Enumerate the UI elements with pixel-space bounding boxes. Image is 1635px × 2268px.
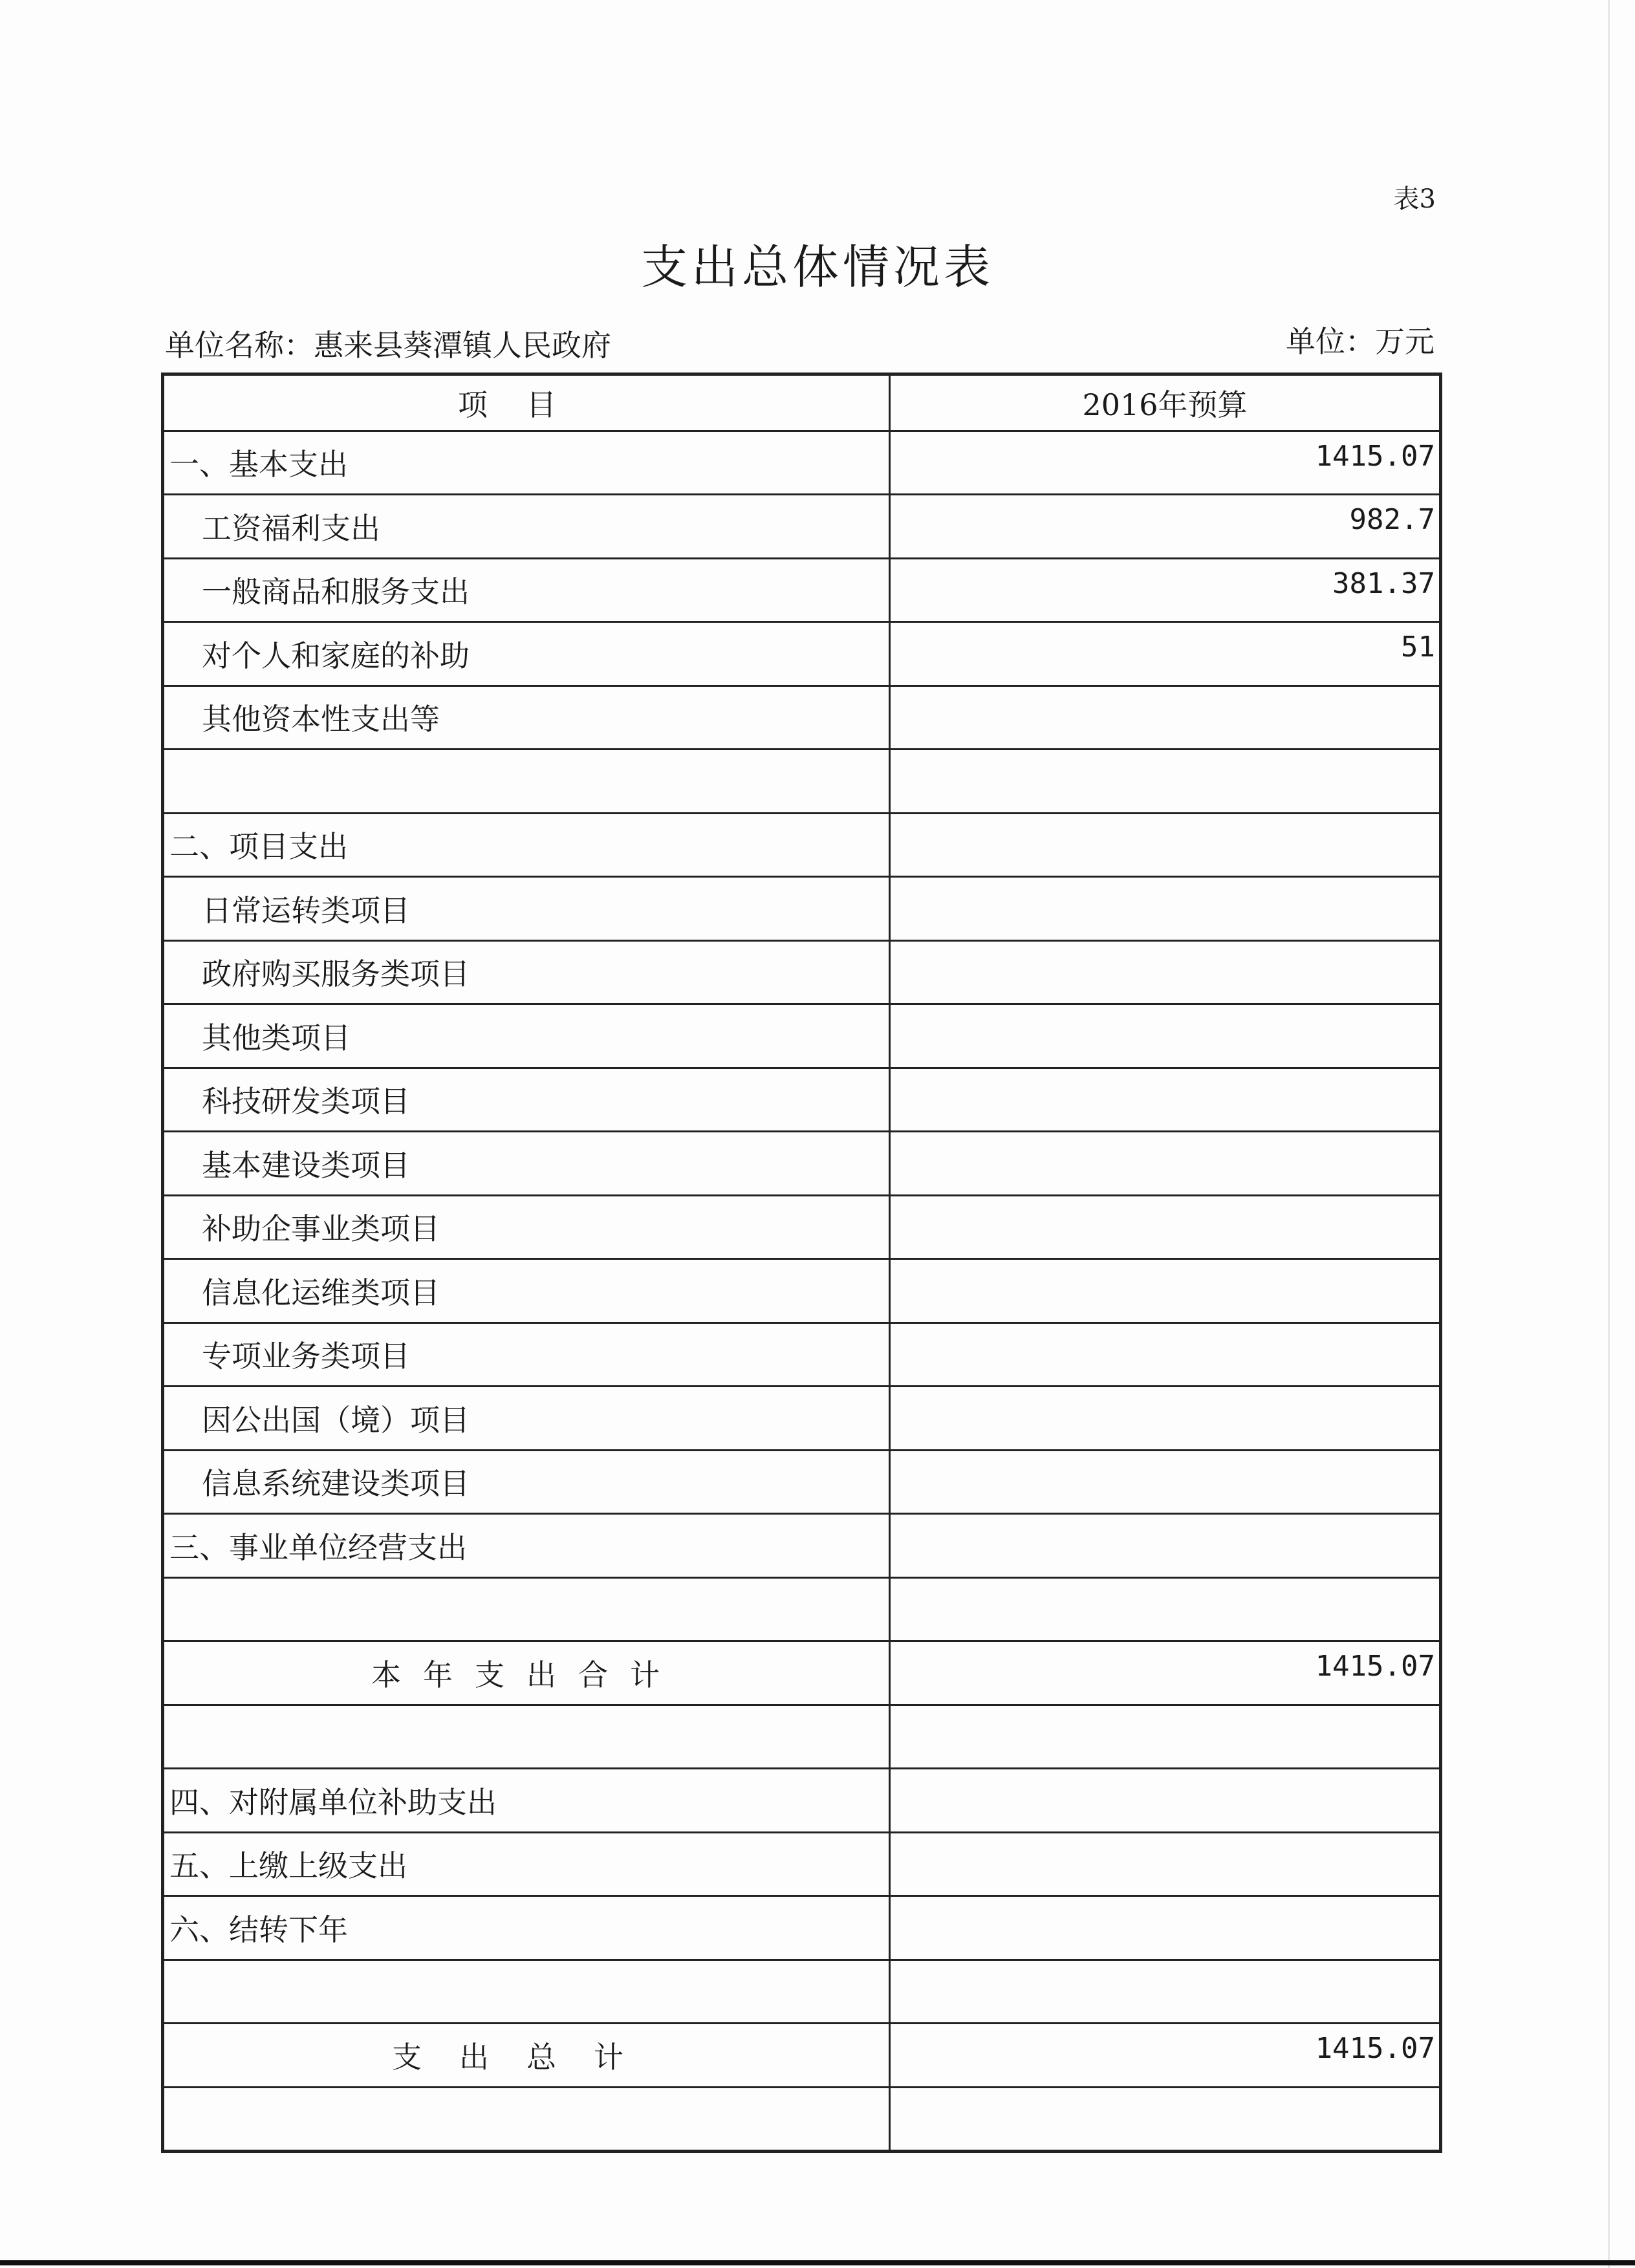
row-item: 政府购买服务类项目 xyxy=(163,940,890,1004)
row-amount xyxy=(890,1004,1441,1068)
row-item xyxy=(163,2087,890,2152)
total-row xyxy=(163,2024,1441,2088)
scan-edge-line xyxy=(1608,0,1610,2268)
table-row xyxy=(163,1450,1441,1514)
table-row xyxy=(163,877,1441,941)
unit-name: 单位名称：惠来县葵潭镇人民政府 xyxy=(165,328,611,363)
row-amount: 1415.07 xyxy=(890,431,1441,495)
table-row xyxy=(163,1514,1441,1578)
row-item: 其他资本性支出等 xyxy=(163,686,890,750)
row-item: 三、事业单位经营支出 xyxy=(163,1514,890,1578)
row-item xyxy=(163,1960,890,2024)
table-row xyxy=(163,2087,1441,2152)
table-row xyxy=(163,622,1441,686)
row-amount xyxy=(890,1387,1441,1451)
row-item: 一、基本支出 xyxy=(163,431,890,495)
table-row xyxy=(163,431,1441,495)
row-item xyxy=(163,1577,890,1641)
row-amount xyxy=(890,1132,1441,1196)
row-amount xyxy=(890,1832,1441,1896)
row-item: 六、结转下年 xyxy=(163,1896,890,1960)
row-amount: 381.37 xyxy=(890,558,1441,622)
table-row xyxy=(163,686,1441,750)
row-item: 专项业务类项目 xyxy=(163,1323,890,1387)
table-row xyxy=(163,1195,1441,1259)
row-item: 五、上缴上级支出 xyxy=(163,1832,890,1896)
row-item: 信息系统建设类项目 xyxy=(163,1450,890,1514)
table-header-row xyxy=(163,374,1441,431)
row-amount xyxy=(890,2087,1441,2152)
subtotal-label: 本年支出合计 xyxy=(163,1641,890,1705)
row-item: 其他类项目 xyxy=(163,1004,890,1068)
table-row xyxy=(163,940,1441,1004)
row-amount xyxy=(890,1896,1441,1960)
table-row xyxy=(163,1132,1441,1196)
table-row xyxy=(163,1705,1441,1769)
expenditure-table-container xyxy=(161,373,1439,2153)
table-row xyxy=(163,1323,1441,1387)
subtotal-amount: 1415.07 xyxy=(890,1641,1441,1705)
table-row xyxy=(163,1004,1441,1068)
table-row xyxy=(163,1068,1441,1132)
row-item: 日常运转类项目 xyxy=(163,877,890,941)
table-row xyxy=(163,1832,1441,1896)
header-item: 项目 xyxy=(163,374,890,431)
subtotal-row xyxy=(163,1641,1441,1705)
row-amount xyxy=(890,1259,1441,1323)
total-label: 支出总计 xyxy=(163,2024,890,2088)
row-amount xyxy=(890,1323,1441,1387)
row-amount xyxy=(890,1195,1441,1259)
table-row xyxy=(163,558,1441,622)
row-item: 补助企事业类项目 xyxy=(163,1195,890,1259)
row-item: 因公出国（境）项目 xyxy=(163,1387,890,1451)
row-item: 一般商品和服务支出 xyxy=(163,558,890,622)
row-amount: 51 xyxy=(890,622,1441,686)
row-amount xyxy=(890,1514,1441,1578)
table-row xyxy=(163,1960,1441,2024)
row-amount xyxy=(890,1577,1441,1641)
table-row xyxy=(163,1259,1441,1323)
row-item xyxy=(163,750,890,814)
row-item: 信息化运维类项目 xyxy=(163,1259,890,1323)
row-amount xyxy=(890,1960,1441,2024)
row-amount xyxy=(890,1705,1441,1769)
total-amount: 1415.07 xyxy=(890,2024,1441,2088)
table-row xyxy=(163,1896,1441,1960)
row-amount xyxy=(890,1769,1441,1833)
row-item: 科技研发类项目 xyxy=(163,1068,890,1132)
page-title: 支出总体情况表 xyxy=(640,240,994,294)
row-amount xyxy=(890,750,1441,814)
row-item: 基本建设类项目 xyxy=(163,1132,890,1196)
row-item: 对个人和家庭的补助 xyxy=(163,622,890,686)
table-row xyxy=(163,1387,1441,1451)
table-row xyxy=(163,750,1441,814)
table-row xyxy=(163,813,1441,877)
row-amount xyxy=(890,813,1441,877)
row-item: 二、项目支出 xyxy=(163,813,890,877)
table-row xyxy=(163,1577,1441,1641)
row-amount xyxy=(890,1450,1441,1514)
table-row xyxy=(163,495,1441,559)
row-item: 工资福利支出 xyxy=(163,495,890,559)
expenditure-table xyxy=(161,373,1442,2153)
header-budget: 2016年预算 xyxy=(890,374,1441,431)
row-amount: 982.7 xyxy=(890,495,1441,559)
row-item: 四、对附属单位补助支出 xyxy=(163,1769,890,1833)
row-amount xyxy=(890,686,1441,750)
row-amount xyxy=(890,940,1441,1004)
currency-unit: 单位：万元 xyxy=(1286,324,1435,359)
row-amount xyxy=(890,1068,1441,1132)
scan-bottom-border xyxy=(0,2260,1635,2265)
row-item xyxy=(163,1705,890,1769)
row-amount xyxy=(890,877,1441,941)
table-number: 表3 xyxy=(1393,184,1436,214)
table-row xyxy=(163,1769,1441,1833)
